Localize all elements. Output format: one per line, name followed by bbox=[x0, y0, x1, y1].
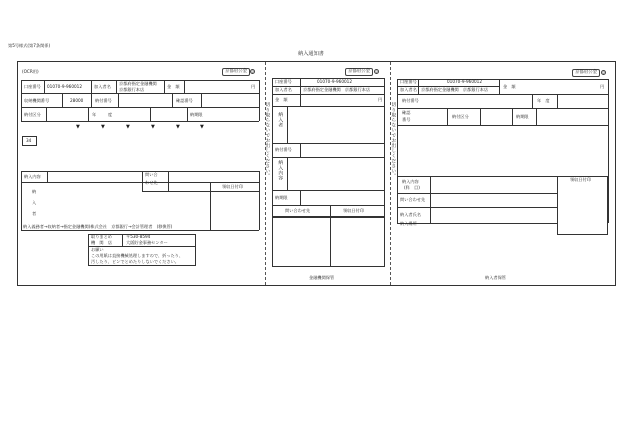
receipt-date-label-middle: 領収日付印 bbox=[343, 208, 364, 213]
amount-label-right: 金 額 bbox=[503, 84, 516, 89]
seal-mark-left: 京 bbox=[251, 70, 255, 74]
payer-label-2: 入 bbox=[32, 200, 37, 205]
payer-name-label-right: 納入者氏名 bbox=[400, 212, 421, 217]
prefecture-seal-middle: 京都府公金 bbox=[345, 68, 373, 76]
inquiry-label-middle: 問い合わせ先 bbox=[285, 208, 311, 213]
deadline-label-middle: 納期限 bbox=[275, 195, 288, 200]
payer-label-3: 者 bbox=[32, 211, 37, 216]
ocr-mark: ▼ bbox=[176, 124, 180, 130]
yen-unit: 円 bbox=[251, 84, 256, 89]
subscriber-name-right: 京都府指定金融機関 京都銀行本店 bbox=[421, 87, 489, 92]
ocr-mark: ▼ bbox=[101, 124, 105, 130]
code-value: 34 bbox=[26, 138, 32, 143]
ocr-mark: ▼ bbox=[200, 124, 204, 130]
payment-number-label-middle: 納付番号 bbox=[275, 147, 292, 152]
contents-sub-right: (科 目) bbox=[404, 185, 420, 190]
ocr-mark: ▼ bbox=[151, 124, 155, 130]
account-number: 01070-9-960012 bbox=[47, 84, 82, 89]
collection-label-1: 取りまとめ bbox=[91, 234, 112, 239]
middle-stamp-area bbox=[272, 217, 385, 267]
vertical-notice-right: 切り取らないでお出しください。 bbox=[390, 102, 396, 179]
notice-line-1: この用紙は直接機械処理しますので、折ったり、 bbox=[91, 253, 184, 258]
payment-class-label: 納付区分 bbox=[24, 112, 41, 117]
subscriber-label-right: 加入者名 bbox=[400, 87, 417, 92]
account-number-right: 01070-9-960012 bbox=[447, 79, 482, 84]
footer-middle: 金融機関保管 bbox=[309, 275, 335, 280]
inquiry-label-right: 問い合わせ先 bbox=[400, 197, 426, 202]
inquiry-label-2: わせ先 bbox=[145, 180, 158, 185]
seal-mark-middle: 京 bbox=[375, 70, 379, 74]
account-label: 口座番号 bbox=[24, 84, 41, 89]
receipt-date-label-right: 領収日付印 bbox=[570, 177, 591, 182]
form-title: 納入通知書 bbox=[298, 51, 324, 57]
postal-code: 〒530-8594 bbox=[126, 234, 151, 239]
notice-line-2: 汚したり、ピンでとめたりしないでください。 bbox=[91, 259, 179, 264]
receipt-date-label: 領収日付印 bbox=[222, 184, 243, 189]
payment-number-label: 納付番号 bbox=[95, 98, 112, 103]
amount-label: 金 額 bbox=[167, 84, 180, 89]
payment-number-label-right: 納付番号 bbox=[402, 98, 419, 103]
collection-office: 大阪貯金事務センター bbox=[126, 240, 168, 245]
confirm-number-label: 確認番号 bbox=[176, 98, 193, 103]
subscriber-name-middle: 京都府指定金融機関 京都銀行本店 bbox=[303, 87, 371, 92]
contents-label-right: 納入内容 bbox=[402, 179, 419, 184]
confirm-label-1-right: 確認 bbox=[402, 110, 411, 115]
contents-label: 納入内容 bbox=[24, 174, 41, 179]
right-stamp-area bbox=[557, 176, 608, 235]
year-label: 年 bbox=[92, 112, 97, 117]
payer-label-1: 納 bbox=[32, 189, 37, 194]
seal-mark-right: 京 bbox=[602, 71, 606, 75]
yen-unit-right: 円 bbox=[600, 84, 605, 89]
account-label-right: 口座番号 bbox=[400, 79, 417, 84]
account-number-middle: 01070-9-960012 bbox=[317, 79, 352, 84]
subscriber-name-2: 京都銀行本店 bbox=[119, 87, 145, 92]
collection-label-2: 機 関 店 bbox=[91, 240, 112, 245]
deadline-label-right: 納期限 bbox=[516, 114, 529, 119]
receipt-org-number: 28000 bbox=[70, 98, 84, 103]
ocr-mark: ▼ bbox=[76, 124, 80, 130]
ocr-mark: ▼ bbox=[126, 124, 130, 130]
receipt-org-label: 収納機関番号 bbox=[24, 98, 50, 103]
confirm-label-2-right: 番号 bbox=[402, 117, 411, 122]
payer-address-label-right: 納入場所 bbox=[400, 221, 417, 226]
account-label-middle: 口座番号 bbox=[275, 79, 292, 84]
inquiry-label-1: 問い合 bbox=[145, 172, 158, 177]
notice-title: お願い bbox=[91, 247, 104, 252]
fiscal-label: 度 bbox=[108, 112, 113, 117]
subscriber-name-1: 京都府指定金融機関 bbox=[119, 81, 157, 86]
obligation-line: 納入義務者→収納者→指定金融機関(株式会社 京都銀行→会計管理者 (移換管) bbox=[23, 224, 173, 229]
amount-label-middle: 金 額 bbox=[275, 97, 288, 102]
payment-class-label-right: 納付区分 bbox=[452, 114, 469, 119]
subscriber-label: 加入者名 bbox=[94, 84, 111, 89]
prefecture-seal-left: 京都府公金 bbox=[222, 68, 250, 76]
form-number: 第5号様式(第7条関係) bbox=[8, 43, 51, 48]
yen-unit-middle: 円 bbox=[378, 97, 383, 102]
payer-label-middle: 納入者 bbox=[277, 112, 283, 128]
contents-label-middle: 納入内容 bbox=[277, 160, 283, 181]
vertical-notice-middle: 切り取らないでお出しください。 bbox=[264, 102, 270, 179]
footer-right: 納入者保管 bbox=[485, 275, 506, 280]
ocr-label: (OCR用) bbox=[22, 69, 39, 74]
year-label-right: 年 度 bbox=[537, 98, 550, 103]
deadline-label: 納期限 bbox=[190, 112, 203, 117]
subscriber-label-middle: 加入者名 bbox=[275, 87, 292, 92]
prefecture-seal-right: 京都府公金 bbox=[572, 69, 600, 77]
